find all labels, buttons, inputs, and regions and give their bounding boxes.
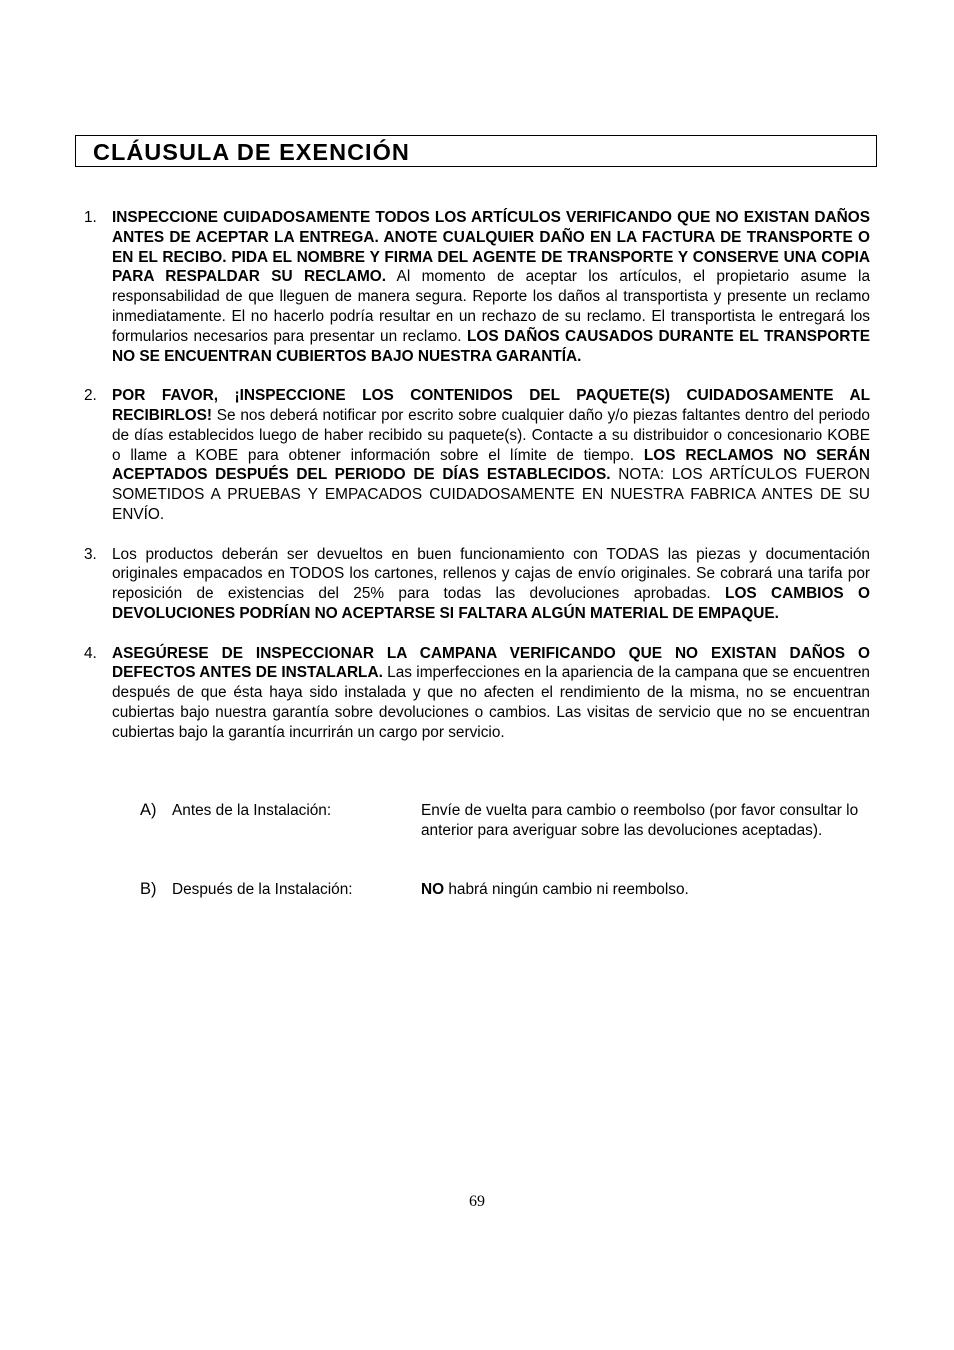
item-body-text: NOTA: LOS ARTÍCULOS FUERON SOMETIDOS A PRUEBAS Y EMPACADOS CUIDADOSAMENTE EN NUESTRA FABRICA ANTES DE SU ENVÍO. [112,466,870,523]
item-number: 1. [84,209,97,226]
item-bold-text: LOS RECLAMOS NO SERÁN ACEPTADOS DESPUÉS DEL PERIODO DE DÍAS ESTABLECIDOS. [112,446,870,484]
item-bold-text: ASEGÚRESE DE INSPECCIONAR LA CAMPANA VERIFICANDO QUE NO EXISTAN DAÑOS O DEFECTOS ANTES DE INSTALARLA. [112,644,870,682]
item-body-text: Los productos deberán ser devueltos en buen funcionamiento con TODAS las piezas y documentación originales empacados en TODOS los cartones, rellenos y cajas de envío originales. Se cobrará una tarifa por reposición de existencias del 25% para todas las devoluciones aprobadas. [112,545,870,603]
item-bold-text: LOS DAÑOS CAUSADOS DURANTE EL TRANSPORTE NO SE ENCUENTRAN CUBIERTOS BAJO NUESTRA GARANTÍA. [112,327,870,365]
option-after-installation [140,880,870,900]
page-number: 69 [469,1193,485,1210]
option-value-text: Envíe de vuelta para cambio o reembolso (por favor consultar lo anterior para averiguar sobre las devoluciones aceptadas). [421,802,859,839]
option-letter: A) [140,801,157,819]
item-number: 4. [84,644,97,662]
disclaimer-item-2 [84,386,870,525]
item-text [112,545,870,624]
installation-options [140,801,870,900]
item-body-text: Las imperfecciones en la apariencia de la campana que se encuentren después de que ésta haya sido instalada y que no afecten el rendimiento de la misma, no se encuentran cubiertas bajo nuestra garantía sobre devoluciones o cambios. Las visitas de servicio que no se encuentran cubiertas bajo la garantía incurrirán un cargo por servicio. [112,664,870,741]
option-label: Antes de la Instalación: [172,802,332,819]
item-text [112,644,870,743]
item-text [112,386,870,525]
option-value-text: habrá ningún cambio ni reembolso. [444,881,689,899]
item-bold-text: INSPECCIONE CUIDADOSAMENTE TODOS LOS ARTÍCULOS VERIFICANDO QUE NO EXISTAN DAÑOS ANTES DE ACEPTAR LA ENTREGA. ANOTE CUALQUIER DAÑO EN LA FACTURA DE TRANSPORTE O EN EL RECIBO. PIDA EL NOMBRE Y FIRMA DEL AGENTE DE TRANSPORTE Y CONSERVE UNA COPIA PARA RESPALDAR SU RECLAMO. [112,209,870,286]
section-title: CLÁUSULA DE EXENCIÓN [93,139,410,165]
disclaimer-item-3 [84,545,870,624]
disclaimer-item-4 [84,644,870,743]
option-value [421,880,870,900]
disclaimer-item-1 [84,208,870,366]
disclaimer-list [84,208,870,762]
item-number: 3. [84,545,97,563]
section-title-box [75,135,877,167]
item-body-text: Se nos deberá notificar por escrito sobre cualquier daño y/o piezas faltantes dentro del periodo de días establecidos luego de haber recibido su paquete(s). Contacte a su distribuidor o concesionario KOBE o llame a KOBE para obtener información sobre el límite de tiempo. [112,406,870,464]
item-body-text: Al momento de aceptar los artículos, el propietario asume la responsabilidad de que lleguen de manera segura. Reporte los daños al transportista y presente un reclamo inmediatamente. El no hacerlo podría resultar en un rechazo de su reclamo. El transportista le entregará los formularios necesarios para presentar un reclamo. [112,268,870,345]
option-label: Después de la Instalación: [172,881,353,899]
item-bold-text: POR FAVOR, ¡INSPECCIONE LOS CONTENIDOS DEL PAQUETE(S) CUIDADOSAMENTE AL RECIBIRLOS! [112,387,870,424]
item-number: 2. [84,387,97,405]
option-before-installation [140,801,870,860]
option-letter: B) [140,880,157,899]
option-value [421,801,870,841]
option-value-bold: NO [421,881,445,899]
item-bold-text: LOS CAMBIOS O DEVOLUCIONES PODRÍAN NO ACEPTARSE SI FALTARA ALGÚN MATERIAL DE EMPAQUE. [112,585,870,622]
item-text [112,208,870,366]
